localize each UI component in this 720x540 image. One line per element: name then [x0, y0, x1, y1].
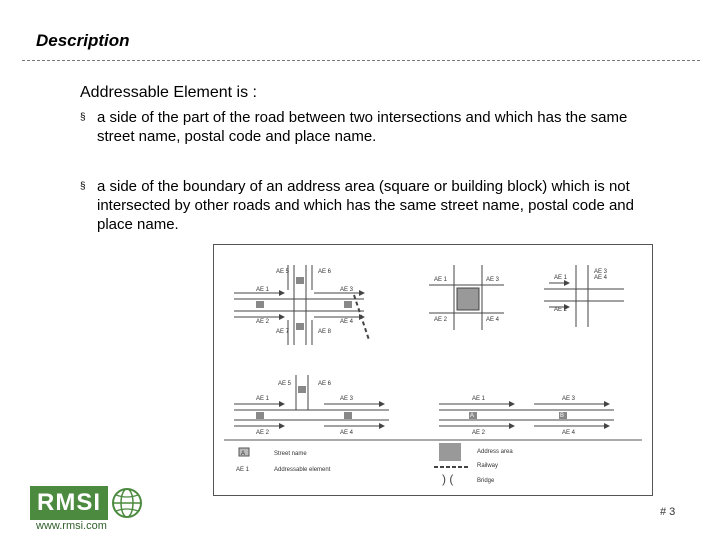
straight-road-labels	[470, 396, 576, 436]
lead-text: Addressable Element is :	[80, 84, 257, 101]
svg-text:Railway: Railway	[477, 463, 499, 469]
slide-title: Description	[36, 31, 130, 50]
bullet-marker: §	[80, 181, 86, 192]
svg-text:Street name: Street name	[274, 451, 307, 457]
globe-icon	[110, 486, 144, 520]
svg-text:B: B	[560, 413, 565, 419]
svg-text:AE 6: AE 6	[318, 269, 332, 275]
title-divider	[22, 60, 700, 62]
svg-text:AE 3: AE 3	[562, 396, 576, 402]
bullet-marker: §	[80, 112, 86, 123]
cross-labels	[554, 269, 608, 313]
svg-text:AE 3: AE 3	[340, 396, 354, 402]
svg-text:AE 1: AE 1	[256, 287, 270, 293]
svg-text:AE 4: AE 4	[562, 430, 576, 436]
svg-text:) (: ) (	[442, 472, 454, 486]
svg-text:Bridge: Bridge	[477, 478, 495, 484]
svg-text:AE 2: AE 2	[256, 430, 270, 436]
logo-text: RMSI	[30, 486, 108, 520]
crossroad-labels	[256, 269, 354, 335]
svg-text:AE 3: AE 3	[340, 287, 354, 293]
svg-text:AE 1: AE 1	[472, 396, 486, 402]
svg-text:AE 1: AE 1	[256, 396, 270, 402]
svg-text:AE 4: AE 4	[340, 319, 354, 325]
svg-text:AE 4: AE 4	[486, 317, 500, 323]
svg-text:AE 6: AE 6	[318, 381, 332, 387]
svg-text:AE 4: AE 4	[594, 275, 608, 281]
svg-text:Address area: Address area	[477, 449, 513, 455]
svg-text:AE 2: AE 2	[554, 307, 568, 313]
svg-text:AE 7: AE 7	[276, 329, 290, 335]
svg-text:A: A	[470, 413, 475, 419]
company-logo	[30, 486, 144, 520]
bullet-text: a side of the boundary of an address area (square or building block) which is not intersected by other roads and which has the same street name, postal code and place name.	[97, 178, 634, 233]
addressable-element-diagram	[213, 244, 653, 496]
svg-text:AE 4: AE 4	[340, 430, 354, 436]
svg-text:AE 1: AE 1	[554, 275, 568, 281]
svg-text:AE 1: AE 1	[434, 277, 448, 283]
svg-text:AE 3: AE 3	[594, 269, 608, 275]
street-name-markers	[256, 277, 352, 330]
legend	[236, 443, 513, 486]
svg-text:A: A	[241, 451, 246, 457]
svg-text:AE 5: AE 5	[278, 381, 292, 387]
straight-road-diagram	[439, 404, 614, 426]
svg-text:AE 1: AE 1	[236, 467, 250, 473]
svg-text:AE 3: AE 3	[486, 277, 500, 283]
svg-text:Addressable element: Addressable element	[274, 467, 331, 473]
svg-text:AE 2: AE 2	[472, 430, 486, 436]
svg-text:AE 2: AE 2	[434, 317, 448, 323]
svg-text:AE 5: AE 5	[276, 269, 290, 275]
page-number: # 3	[660, 506, 676, 518]
bullet-text: a side of the part of the road between two intersections and which has the same street name, postal code and place name.	[97, 109, 628, 145]
website-link[interactable]: www.rmsi.com	[36, 520, 107, 532]
svg-text:AE 8: AE 8	[318, 329, 332, 335]
svg-text:AE 2: AE 2	[256, 319, 270, 325]
